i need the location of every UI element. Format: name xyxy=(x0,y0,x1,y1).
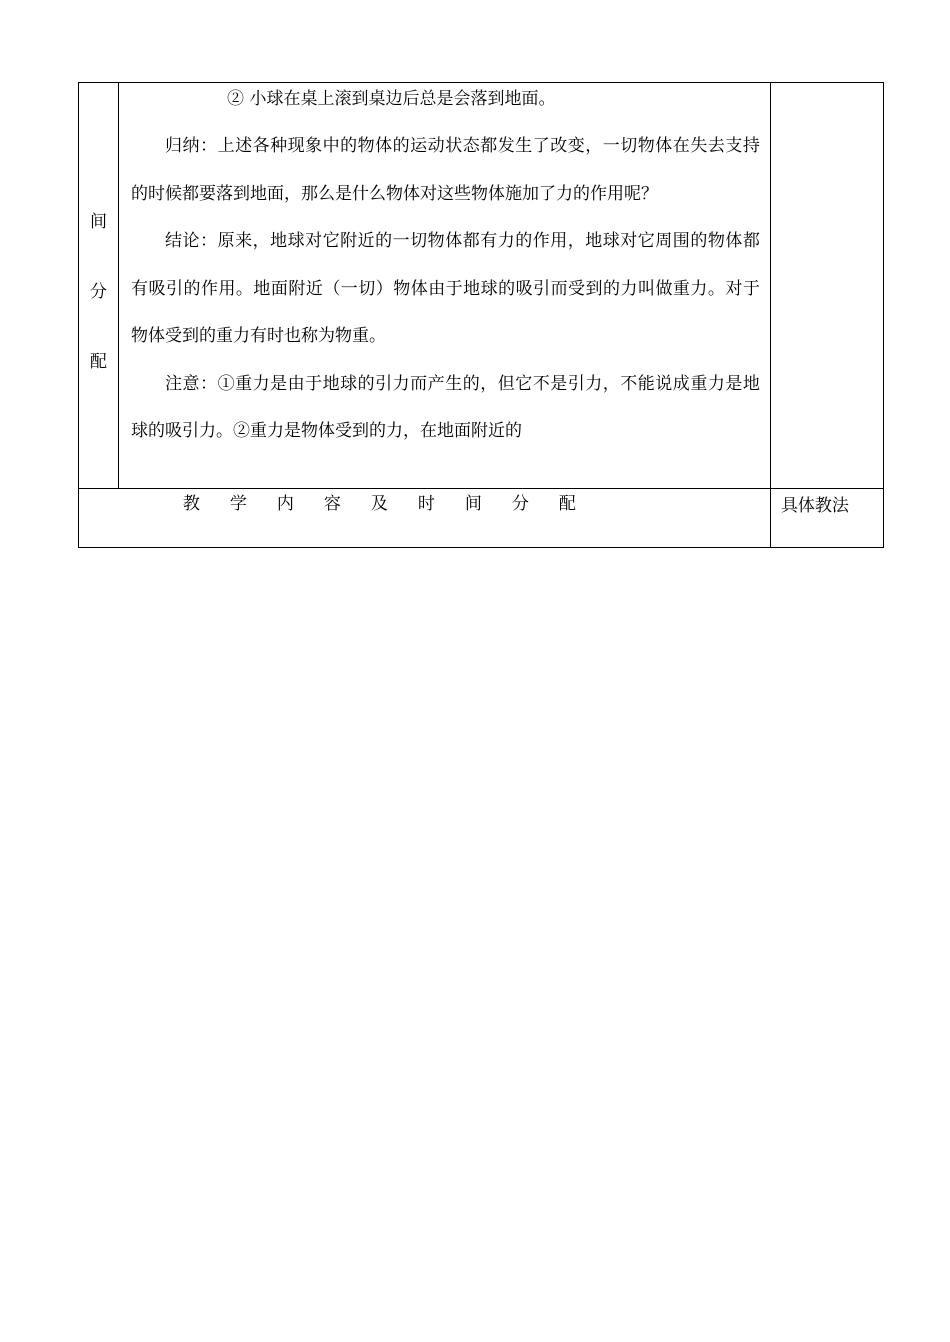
content-row xyxy=(79,83,884,489)
example-paragraph: ② 小球在桌上滚到桌边后总是会落到地面。 xyxy=(227,89,556,109)
lesson-plan-table xyxy=(78,82,884,548)
side-label-char: 间 xyxy=(90,212,108,232)
conclusion-paragraph: 结论：原来，地球对它附近的一切物体都有力的作用，地球对它周围的物体都有吸引的作用。地面附近（一切）物体由于地球的吸引而受到的力叫做重力。对于物体受到的重力有时也称为物重。 xyxy=(131,231,760,346)
summary-paragraph: 归纳：上述各种现象中的物体的运动状态都发生了改变，一切物体在失去支持的时候都要落到地面，那么是什么物体对这些物体施加了力的作用呢？ xyxy=(131,136,760,204)
side-label xyxy=(79,187,118,397)
note-paragraph: 注意：①重力是由于地球的引力而产生的，但它不是引力，不能说成重力是地球的吸引力。②重力是物体受到的力，在地面附近的 xyxy=(131,373,760,441)
lesson-content-cell xyxy=(119,83,771,489)
method-notes-cell xyxy=(770,83,883,489)
side-label-cell xyxy=(79,83,119,489)
method-heading: 具体教法 xyxy=(770,489,883,548)
footer-row xyxy=(79,489,884,548)
side-label-char: 配 xyxy=(90,352,108,372)
content-time-heading: 教学内容及时间分配 xyxy=(79,489,771,548)
side-label-char: 分 xyxy=(90,282,108,302)
